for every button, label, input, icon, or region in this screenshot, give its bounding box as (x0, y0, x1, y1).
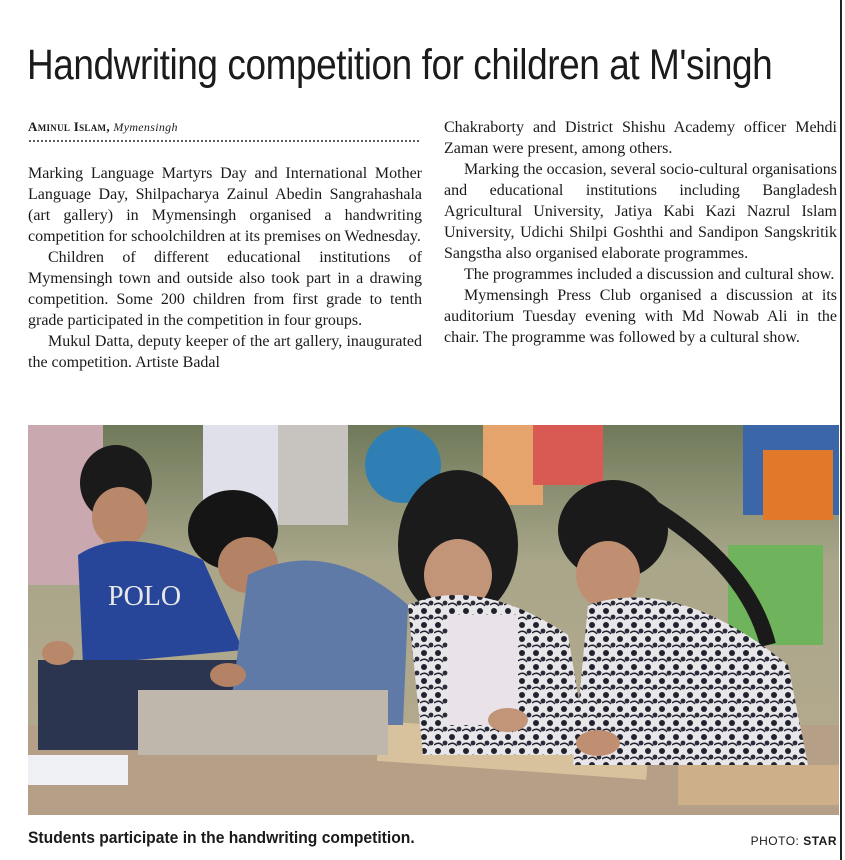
column-rule (840, 0, 842, 860)
paragraph: Mymensingh Press Club organised a discussion at its auditorium Tuesday evening with Md Nowab Ali in the chair. The programme was followed by a cultural show. (444, 287, 837, 346)
paragraph: The programmes included a discussion and cultural show. (464, 266, 835, 283)
byline: Aminul Islam, Mymensingh (28, 119, 178, 134)
paragraph: Chakraborty and District Shishu Academy officer Mehdi Zaman were present, among others. (444, 119, 837, 157)
paragraph: Marking the occasion, several socio-cultural organisations and educational institutions including Bangladesh Agricultural University, Jatiya Kabi Kazi Nazrul Islam University, Udichi Shilpi Goshthi and Sandipon Sangskritik Sangstha also organised elaborate programmes. (444, 161, 837, 262)
headline: Handwriting competition for children at M'singh (27, 41, 773, 89)
article-column-2 (444, 117, 837, 348)
photo-credit (751, 834, 837, 848)
article-column-1 (28, 163, 422, 373)
credit-label: PHOTO: (750, 834, 800, 848)
paragraph: Marking Language Martyrs Day and International Mother Language Day, Shilpacharya Zainul Abedin Sangrahashala (art gallery) in Mymensingh organised a handwriting competition for schoolchildren at its premises on Wednesday. (28, 165, 422, 245)
paragraph: Mukul Datta, deputy keeper of the art gallery, inaugurated the competition. Artiste Badal (28, 333, 422, 371)
paragraph: Children of different educational institutions of Mymensingh town and outside also took part in a drawing competition. Some 200 children from first grade to tenth grade participated in the competition in four groups. (28, 249, 422, 329)
credit-source: STAR (803, 834, 837, 848)
dotted-divider (28, 140, 420, 142)
news-photo (28, 425, 839, 815)
byline-location: Mymensingh (113, 120, 178, 134)
byline-author: Aminul Islam (28, 119, 107, 134)
photo-caption: Students participate in the handwriting competition. (28, 828, 415, 847)
shirt-print: POLO (108, 581, 182, 612)
